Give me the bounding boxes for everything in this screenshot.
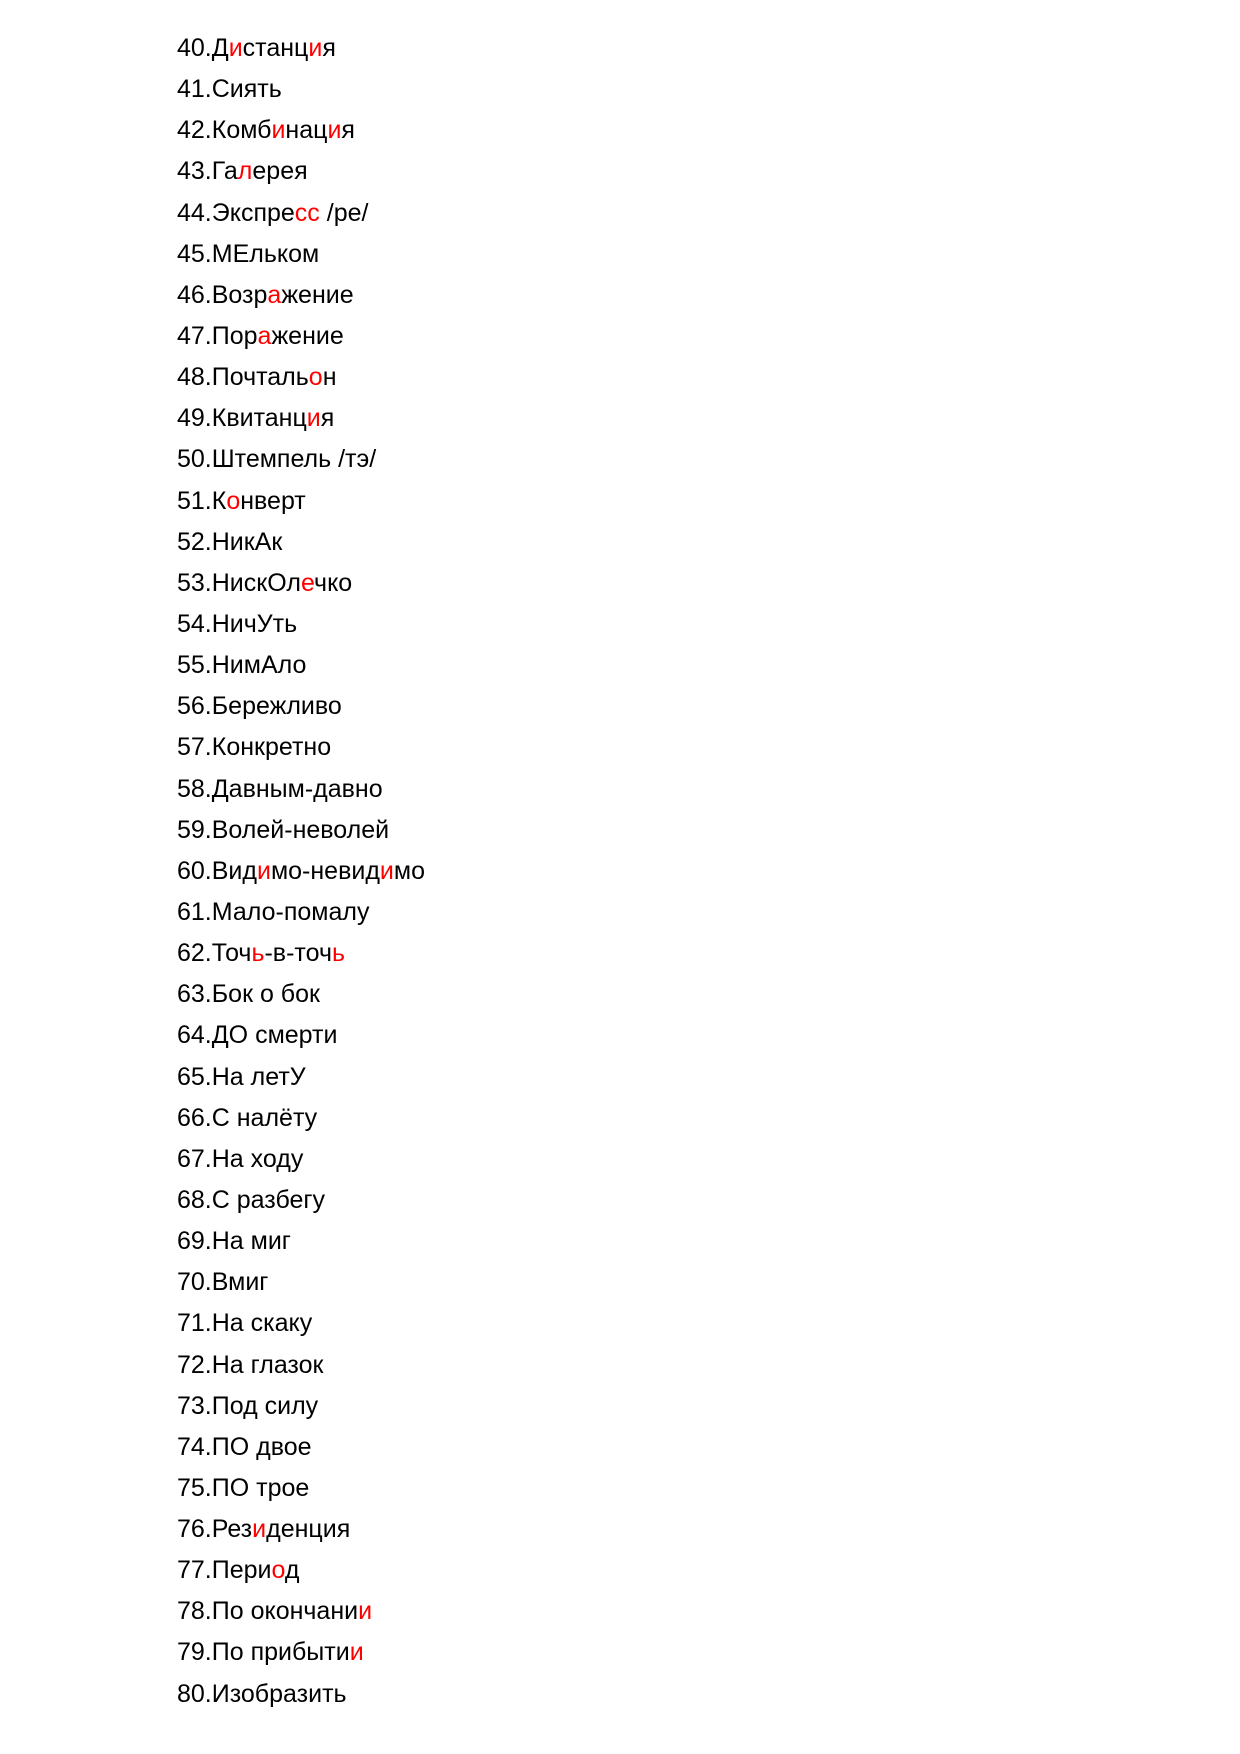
- list-item: [177, 727, 425, 768]
- word-text: я: [320, 404, 335, 433]
- list-item: [177, 234, 425, 275]
- word-text: 40.Д: [177, 34, 229, 62]
- list-item: [177, 275, 425, 316]
- word-text: 68.С разбегу: [177, 1185, 326, 1214]
- highlighted-letters: л: [237, 157, 253, 186]
- list-item: [177, 1591, 425, 1632]
- highlighted-letters: а: [267, 280, 282, 309]
- word-text: 64.ДО смерти: [177, 1021, 338, 1050]
- word-text: 56.Бережливо: [177, 692, 342, 721]
- list-item: [177, 974, 425, 1015]
- list-item: [177, 810, 425, 851]
- list-item: [177, 769, 425, 810]
- list-item: [177, 1550, 425, 1591]
- word-text: станц: [242, 34, 309, 62]
- word-text: 66.С налёту: [177, 1103, 318, 1132]
- word-text: 45.МЕльком: [177, 239, 320, 268]
- highlighted-letters: и: [349, 1638, 364, 1667]
- list-item: [177, 1262, 425, 1303]
- list-item: [177, 1139, 425, 1180]
- word-text: 52.НикАк: [177, 527, 283, 556]
- list-item: [177, 398, 425, 439]
- list-item: [177, 1015, 425, 1056]
- highlighted-letters: и: [358, 1597, 373, 1626]
- word-text: 80.Изобразить: [177, 1679, 347, 1708]
- word-text: 62.Точ: [177, 939, 252, 968]
- highlighted-letters: и: [252, 1515, 267, 1544]
- word-text: мо-невид: [270, 856, 380, 885]
- list-item: [177, 933, 425, 974]
- highlighted-letters: и: [228, 34, 243, 62]
- list-item: [177, 1221, 425, 1262]
- word-text: 57.Конкретно: [177, 733, 332, 762]
- word-text: 54.НичУть: [177, 609, 298, 638]
- word-list: [177, 28, 425, 1715]
- highlighted-letters: а: [257, 321, 272, 350]
- word-text: 55.НимАло: [177, 651, 307, 680]
- word-text: я: [322, 34, 336, 62]
- word-text: -в-точ: [264, 939, 332, 968]
- word-text: ерея: [252, 157, 308, 186]
- list-item: [177, 1098, 425, 1139]
- word-text: 43.Га: [177, 157, 238, 186]
- list-item: [177, 28, 425, 69]
- word-text: 42.Комб: [177, 116, 272, 145]
- list-item: [177, 645, 425, 686]
- list-item: [177, 151, 425, 192]
- word-text: 47.Пор: [177, 321, 258, 350]
- word-text: д: [284, 1556, 300, 1585]
- highlighted-letters: о: [308, 363, 323, 392]
- list-item: [177, 1427, 425, 1468]
- word-text: денция: [266, 1515, 351, 1544]
- word-text: 71.На скаку: [177, 1309, 313, 1338]
- word-text: 67.На ходу: [177, 1144, 304, 1173]
- list-item: [177, 522, 425, 563]
- word-text: 44.Экспре: [177, 198, 295, 227]
- word-text: 41.Сиять: [177, 75, 282, 104]
- word-text: жение: [281, 280, 354, 309]
- highlighted-letters: и: [308, 34, 323, 62]
- list-item: [177, 1386, 425, 1427]
- highlighted-letters: сс: [294, 198, 320, 227]
- list-item: [177, 1057, 425, 1098]
- word-text: 46.Возр: [177, 280, 268, 309]
- list-item: [177, 110, 425, 151]
- list-item: [177, 563, 425, 604]
- list-item: [177, 1674, 425, 1715]
- word-text: н: [322, 363, 337, 392]
- list-item: [177, 481, 425, 522]
- word-text: 69.На миг: [177, 1227, 291, 1256]
- list-item: [177, 892, 425, 933]
- word-text: 58.Давным-давно: [177, 774, 383, 803]
- list-item: [177, 604, 425, 645]
- word-text: 63.Бок о бок: [177, 980, 320, 1009]
- highlighted-letters: и: [379, 856, 394, 885]
- word-text: 78.По окончани: [177, 1597, 359, 1626]
- word-text: 70.Вмиг: [177, 1268, 269, 1297]
- list-item: [177, 686, 425, 727]
- list-item: [177, 1180, 425, 1221]
- word-text: 72.На глазок: [177, 1350, 324, 1379]
- highlighted-letters: и: [256, 856, 271, 885]
- list-item: [177, 193, 425, 234]
- word-text: 74.ПО двое: [177, 1432, 312, 1461]
- highlighted-letters: и: [327, 116, 342, 145]
- highlighted-letters: ь: [331, 939, 345, 968]
- word-text: 59.Волей-неволей: [177, 815, 390, 844]
- word-text: 73.Под силу: [177, 1391, 319, 1420]
- list-item: [177, 357, 425, 398]
- highlighted-letters: о: [271, 1556, 285, 1585]
- word-text: /ре/: [319, 198, 369, 227]
- word-text: 48.Почталь: [177, 363, 309, 392]
- highlighted-letters: о: [226, 486, 241, 515]
- word-text: 77.Пери: [177, 1556, 272, 1585]
- word-text: 79.По прибыти: [177, 1638, 350, 1667]
- list-item: [177, 1345, 425, 1386]
- list-item: [177, 1509, 425, 1550]
- highlighted-letters: и: [271, 116, 286, 145]
- word-text: 60.Вид: [177, 856, 257, 885]
- list-item: [177, 1632, 425, 1673]
- word-text: 49.Квитанц: [177, 404, 307, 433]
- highlighted-letters: е: [300, 568, 315, 597]
- word-text: 51.К: [177, 486, 227, 515]
- word-text: нверт: [240, 486, 306, 515]
- word-text: 65.На летУ: [177, 1062, 306, 1091]
- list-item: [177, 851, 425, 892]
- word-text: чко: [314, 568, 353, 597]
- word-text: 53.НискОл: [177, 568, 301, 597]
- list-item: [177, 1468, 425, 1509]
- word-text: мо: [393, 856, 425, 885]
- word-text: 50.Штемпель /тэ/: [177, 445, 377, 474]
- list-item: [177, 439, 425, 480]
- list-item: [177, 1303, 425, 1344]
- highlighted-letters: ь: [251, 939, 265, 968]
- highlighted-letters: и: [306, 404, 321, 433]
- word-text: 61.Мало-помалу: [177, 897, 370, 926]
- word-text: жение: [271, 321, 344, 350]
- word-text: 76.Рез: [177, 1515, 253, 1544]
- word-text: нац: [285, 116, 328, 145]
- word-text: я: [341, 116, 355, 145]
- list-item: [177, 316, 425, 357]
- word-text: 75.ПО трое: [177, 1473, 310, 1502]
- list-item: [177, 69, 425, 110]
